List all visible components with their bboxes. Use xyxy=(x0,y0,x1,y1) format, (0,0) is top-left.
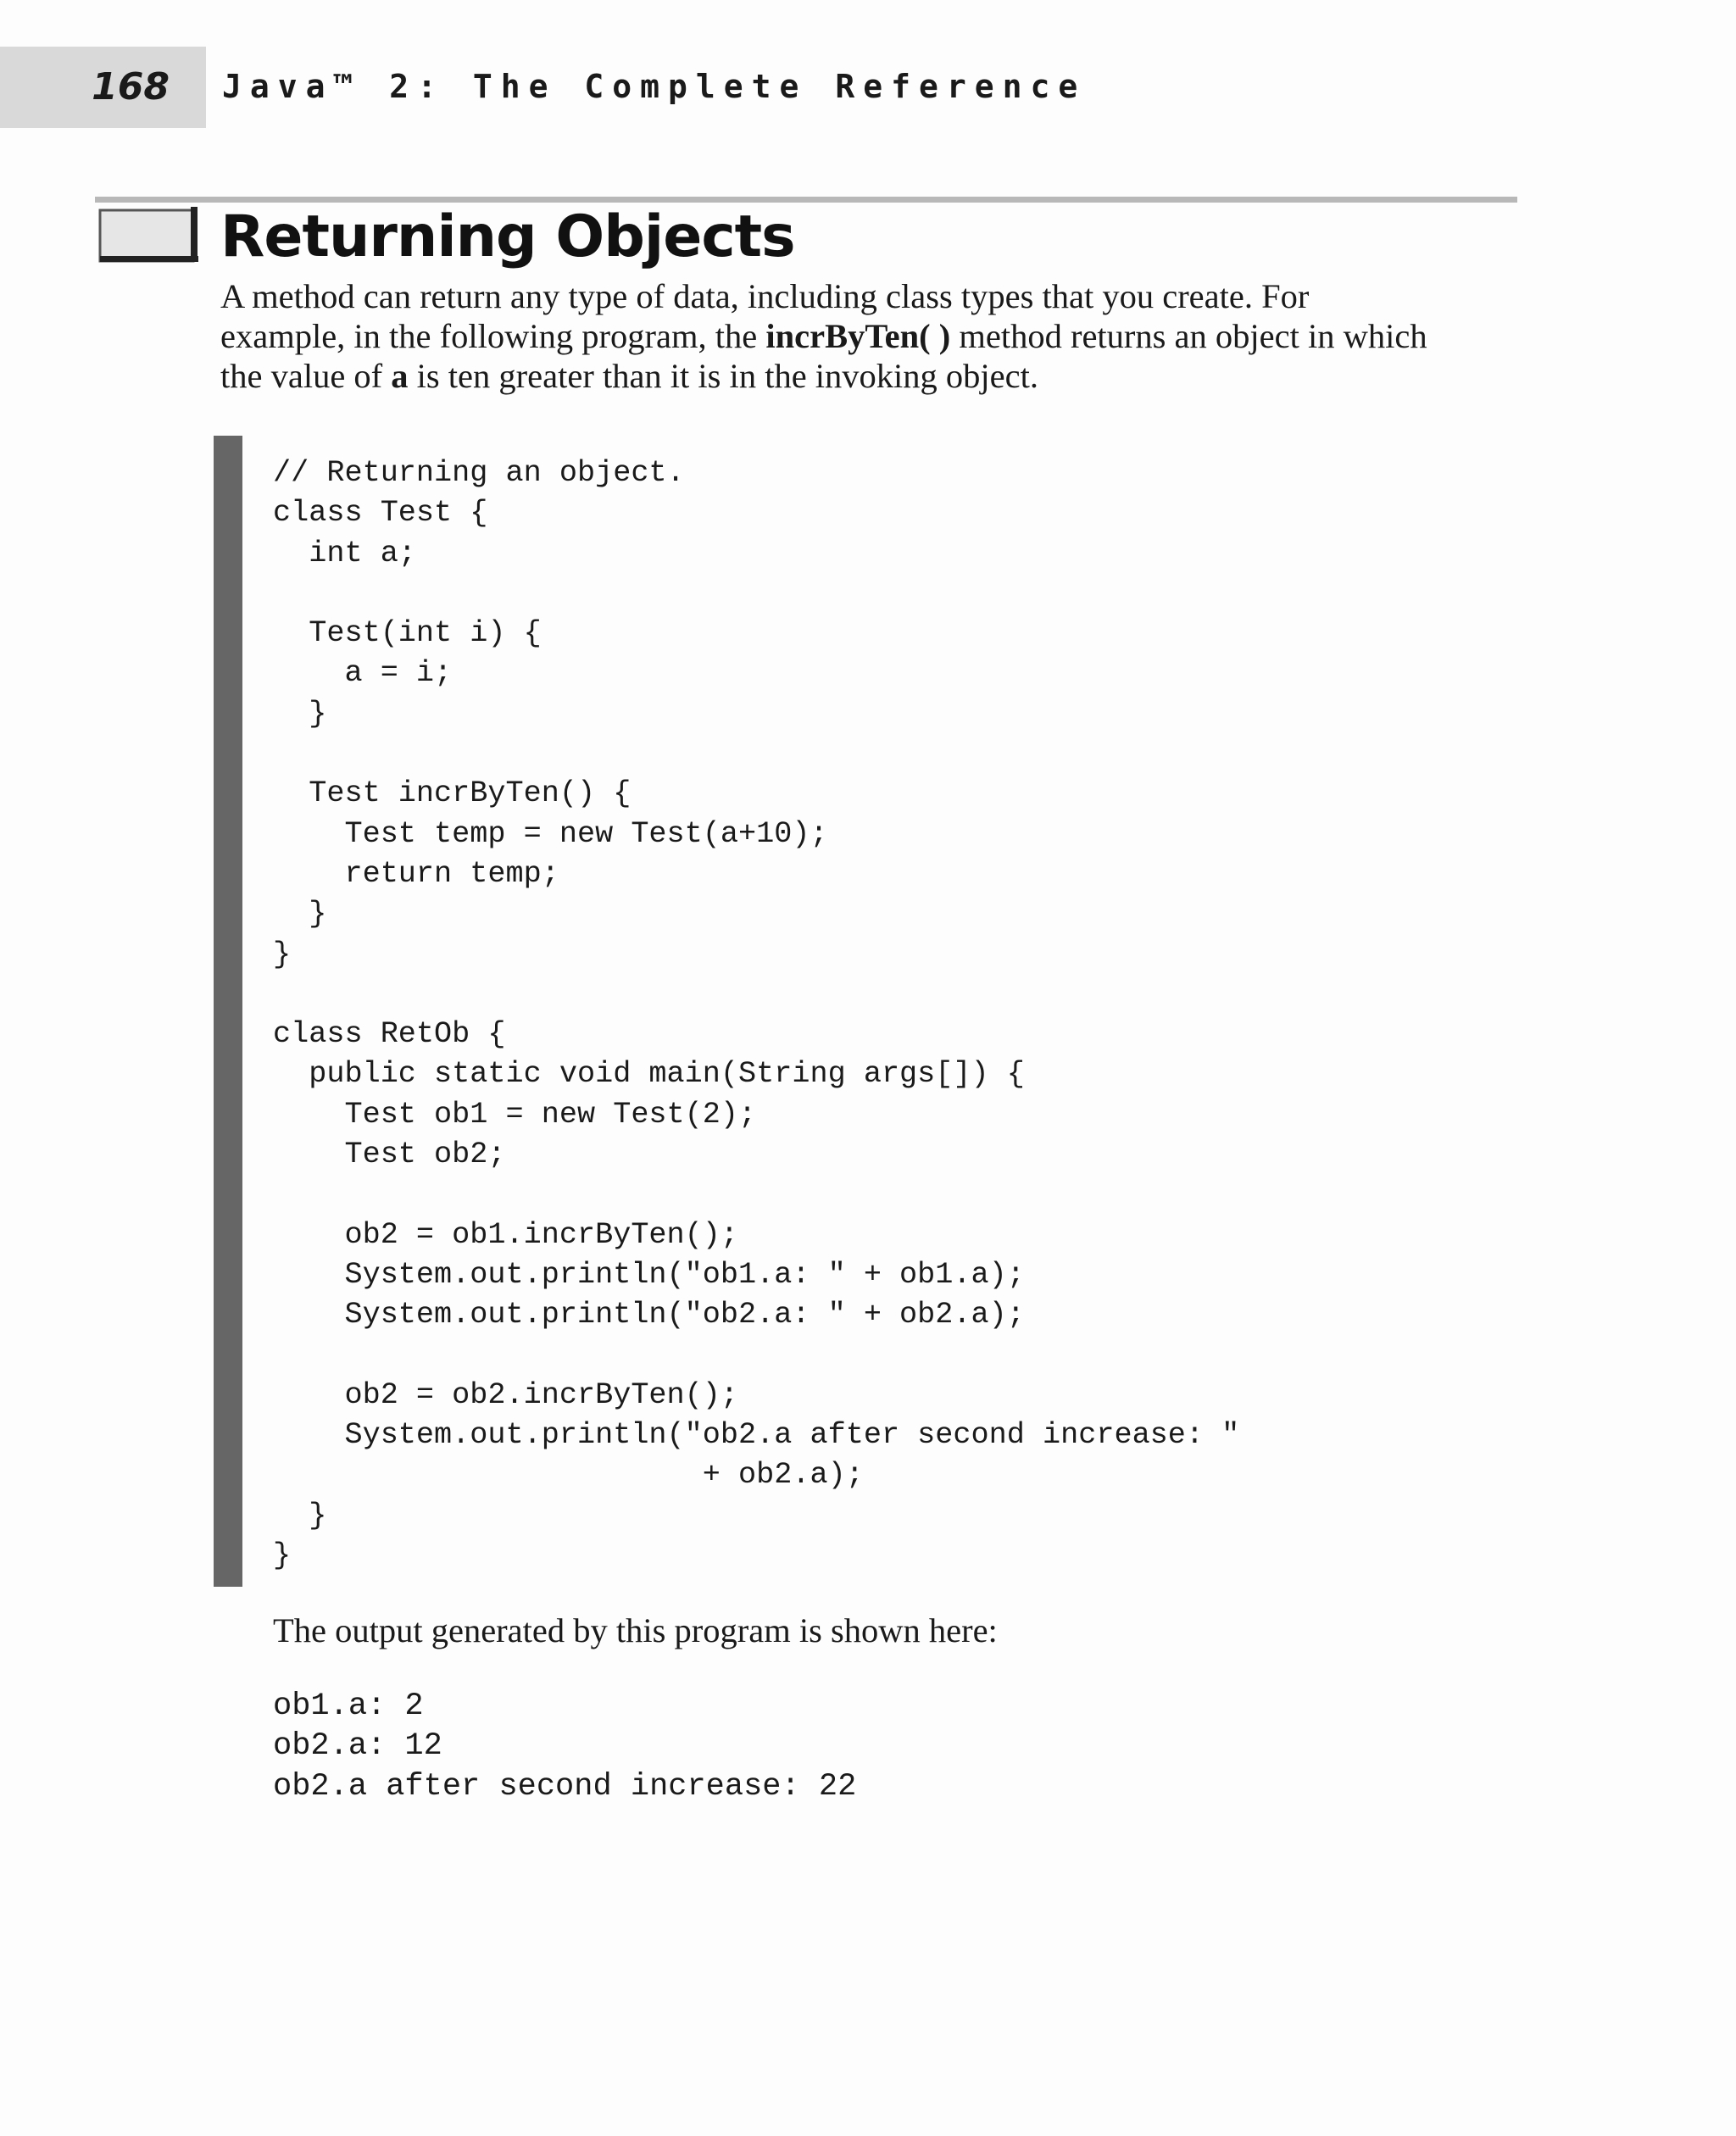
variable-name-emphasis: a xyxy=(391,357,409,395)
page-number: 168 xyxy=(92,65,170,108)
intro-text-2: method returns an object in which the value of xyxy=(220,317,1427,395)
section-title: Returning Objects xyxy=(220,203,795,270)
intro-text-3: is ten greater than it is in the invoking object. xyxy=(408,357,1039,395)
section-rule xyxy=(95,197,1517,203)
output-intro: The output generated by this program is shown here: xyxy=(273,1611,998,1649)
page-number-box xyxy=(0,47,206,128)
code-listing-bar xyxy=(214,436,242,1587)
intro-paragraph xyxy=(220,276,1441,396)
running-head: Java™ 2: The Complete Reference xyxy=(222,68,1087,105)
method-name-emphasis: incrByTen( ) xyxy=(765,317,951,355)
intro-text-1: A method can return any type of data, including class types that you create. For example, in the following program, the xyxy=(220,277,1310,355)
program-output: ob1.a: 2 ob2.a: 12 ob2.a after second increase: 22 xyxy=(273,1688,857,1805)
section-marker-icon xyxy=(95,207,198,266)
code-listing: // Returning an object. class Test { int a; Test(int i) { a = i; } Test incrByTen() { Test temp = new Test(a+10); return temp; } } class RetOb { public static void main(String args[]) { Test ob1 = new Test(2); Test ob2; ob2 = ob1.incrByTen(); System.out.println("ob1.a: " + ob1.a); System.out.println("ob2.a: " + ob2.a); ob2 = ob2.incrByTen(); System.out.println("ob2.a after second increase: " + ob2.a); } } xyxy=(273,456,1240,1573)
